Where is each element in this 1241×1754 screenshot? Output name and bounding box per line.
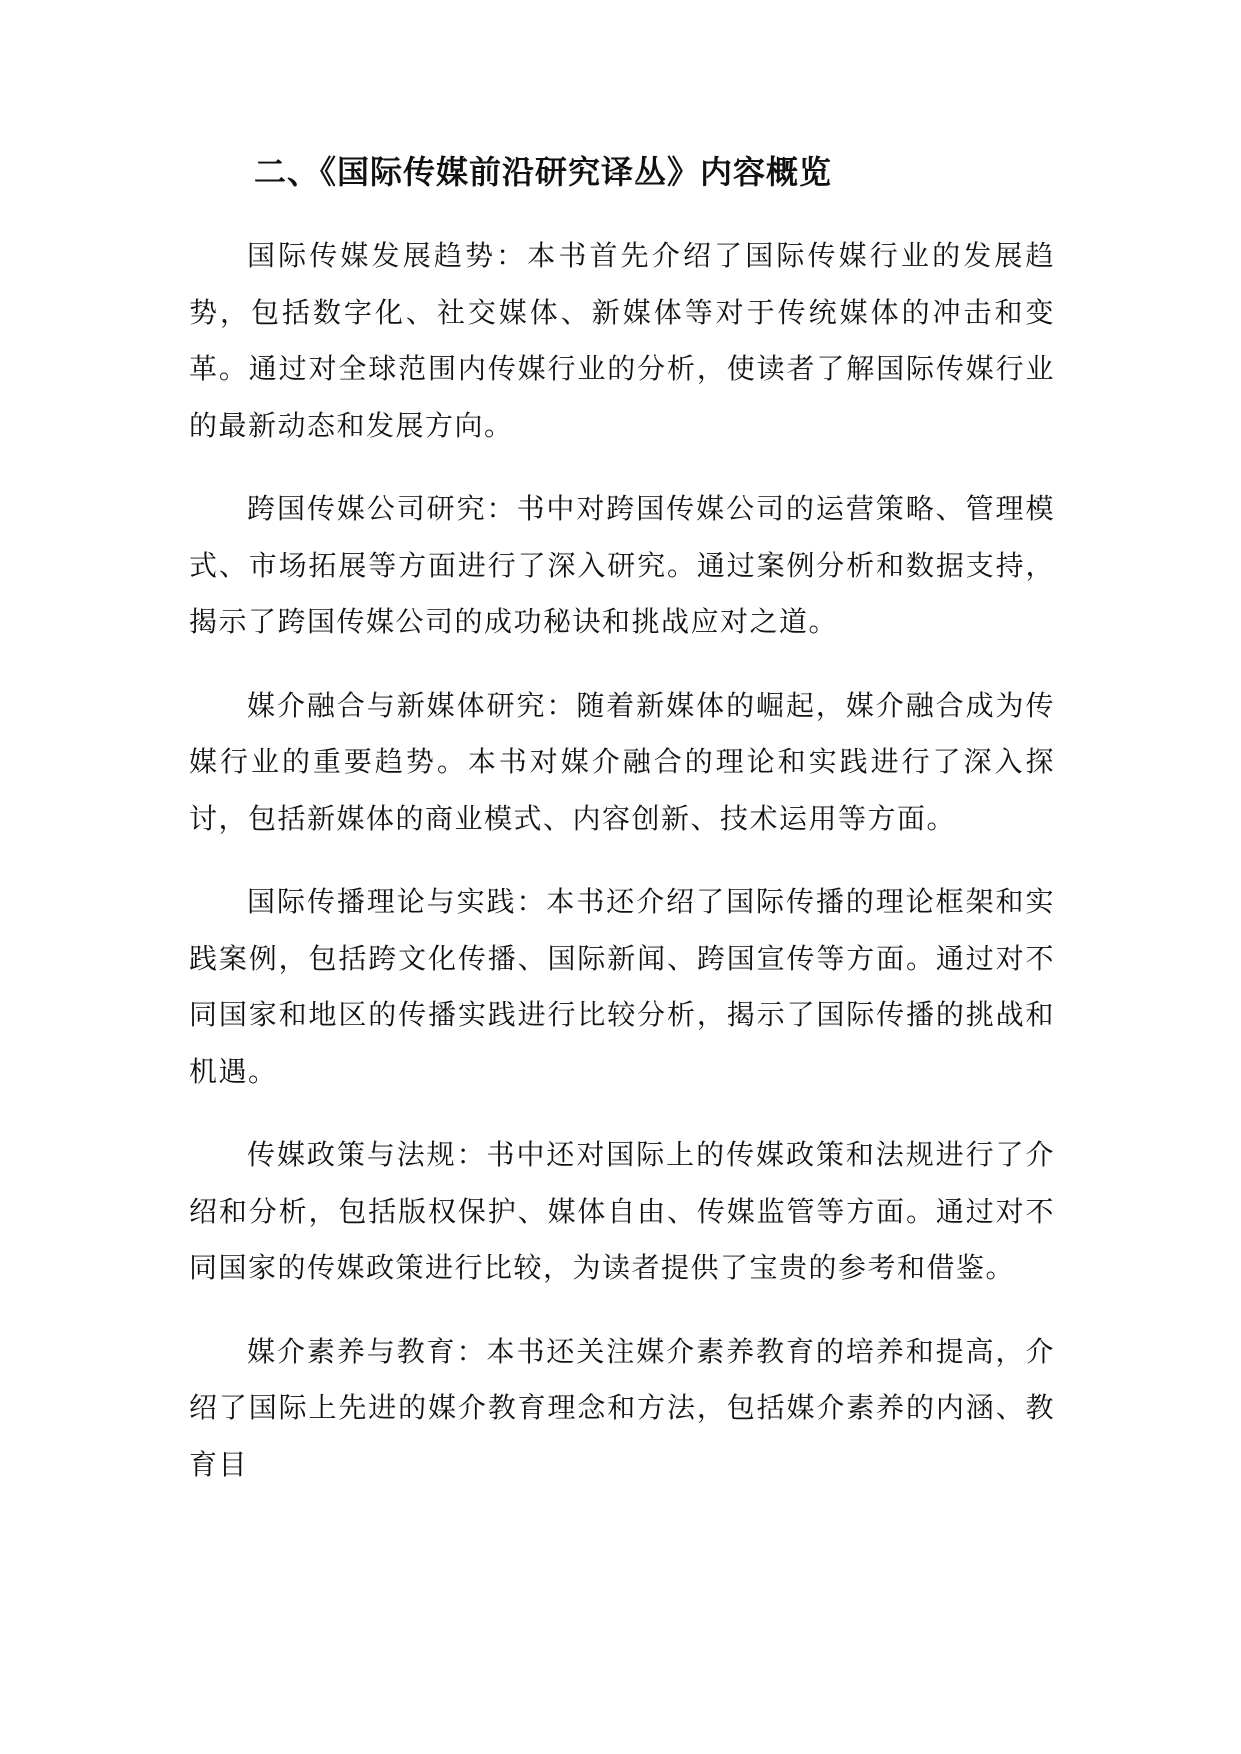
paragraph-media-literacy: 媒介素养与教育：本书还关注媒介素养教育的培养和提高，介绍了国际上先进的媒介教育理念和方法，包括媒介素养的内涵、教育目 — [189, 1334, 1055, 1481]
document-body — [189, 228, 1055, 1493]
paragraph-media-trends: 国际传媒发展趋势：本书首先介绍了国际传媒行业的发展趋势，包括数字化、社交媒体、新媒体等对于传统媒体的冲击和变革。通过对全球范围内传媒行业的分析，使读者了解国际传媒行业的最新动态和发展方向。 — [189, 239, 1055, 442]
paragraph-media-policy: 传媒政策与法规：书中还对国际上的传媒政策和法规进行了介绍和分析，包括版权保护、媒体自由、传媒监管等方面。通过对不同国家的传媒政策进行比较，为读者提供了宝贵的参考和借鉴。 — [189, 1138, 1055, 1284]
paragraph-international-communication: 国际传播理论与实践：本书还介绍了国际传播的理论框架和实践案例，包括跨文化传播、国际新闻、跨国宣传等方面。通过对不同国家和地区的传播实践进行比较分析，揭示了国际传播的挑战和机遇。 — [189, 885, 1055, 1088]
paragraph-multinational-companies: 跨国传媒公司研究：书中对跨国传媒公司的运营策略、管理模式、市场拓展等方面进行了深入研究。通过案例分析和数据支持，揭示了跨国传媒公司的成功秘诀和挑战应对之道。 — [189, 492, 1055, 638]
section-heading: 二、《国际传媒前沿研究译丛》内容概览 — [254, 153, 833, 191]
paragraph-media-convergence: 媒介融合与新媒体研究：随着新媒体的崛起，媒介融合成为传媒行业的重要趋势。本书对媒介融合的理论和实践进行了深入探讨，包括新媒体的商业模式、内容创新、技术运用等方面。 — [189, 688, 1055, 835]
